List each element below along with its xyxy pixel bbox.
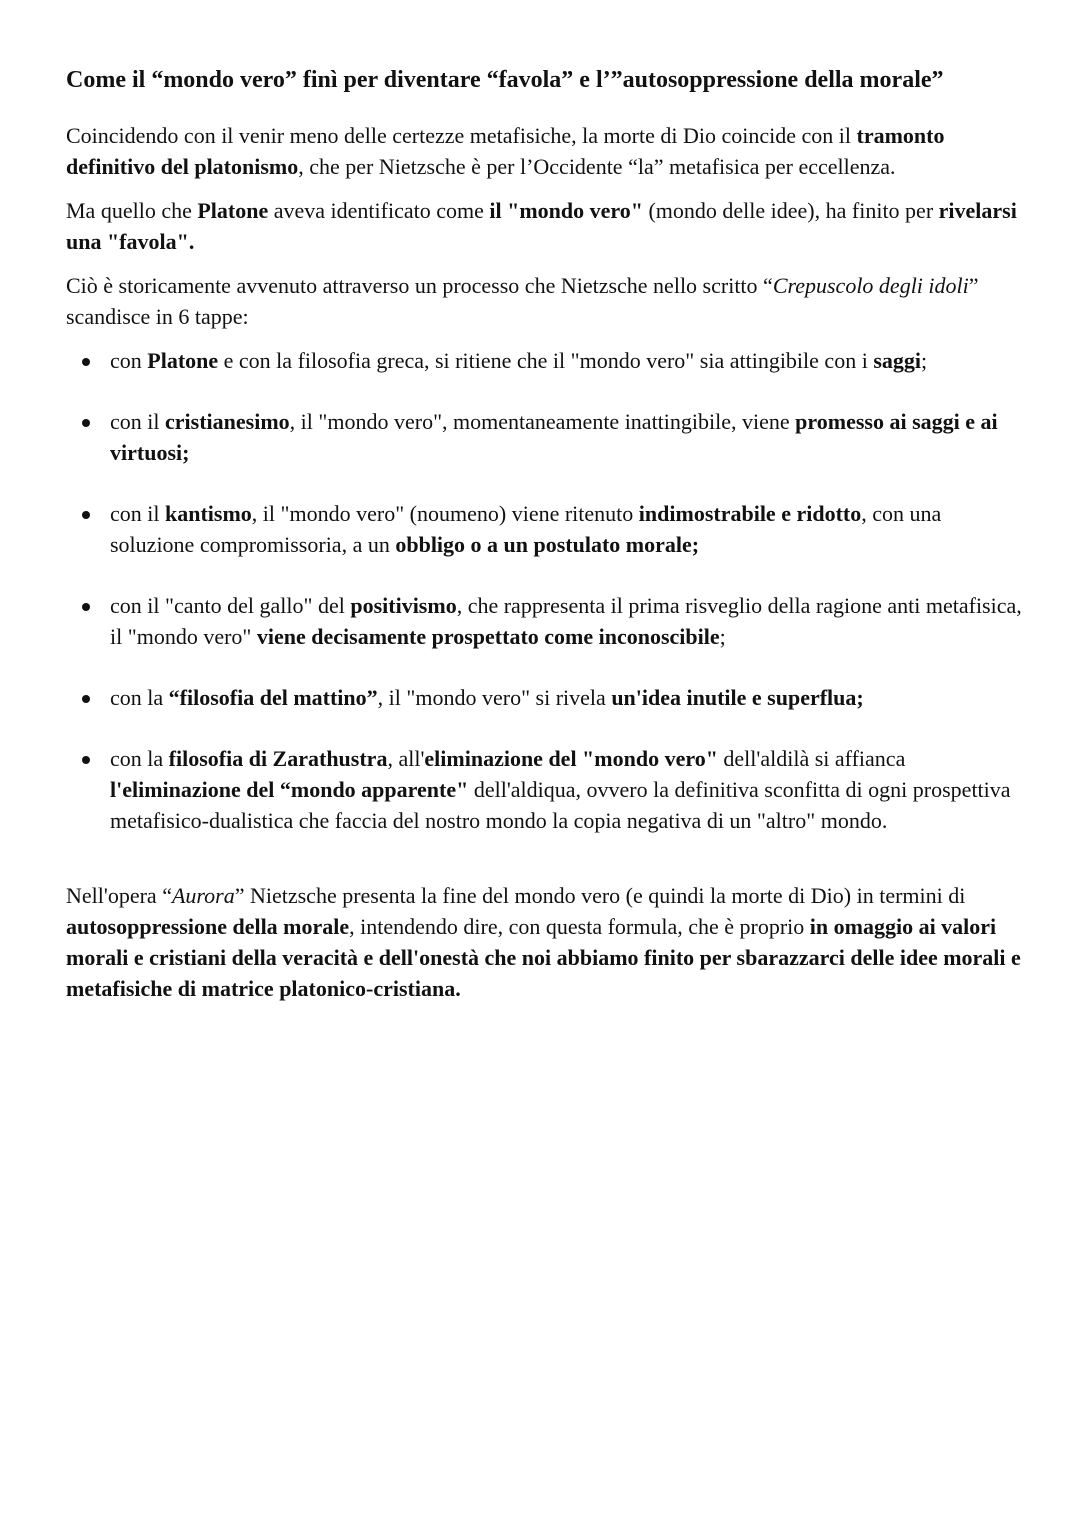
step-bold: cristianesimo (165, 409, 290, 434)
bullet-icon (82, 358, 90, 366)
step-bold: Platone (147, 348, 219, 373)
step-text: con il (110, 501, 165, 526)
aurora-paragraph (66, 880, 1026, 1004)
platone-text-2: aveva identificato come (268, 198, 490, 223)
step-text: , con una soluzione compromissoria, a un (110, 501, 942, 557)
step-text: , il "mondo vero" (noumeno) viene ritenuto (251, 501, 639, 526)
process-text-1: Ciò è storicamente avvenuto attraverso un processo che Nietzsche nello scritto “ (66, 273, 773, 298)
step-text: ; (719, 624, 726, 649)
intro-text-1: Coincidendo con il venir meno delle certezze metafisiche, la morte di Dio coincide con il (66, 123, 857, 148)
process-italic-1: Crepuscolo degli idoli (772, 273, 969, 298)
step-text: con la (110, 685, 169, 710)
steps-list (66, 345, 1026, 836)
step-bold: saggi (873, 348, 921, 373)
process-text-2: ” scandisce in 6 tappe: (66, 273, 979, 329)
step-bold: eliminazione del "mondo vero" (424, 746, 718, 771)
step-bold: filosofia di Zarathustra (168, 746, 388, 771)
step-bold: kantismo (165, 501, 252, 526)
step-bold: un'idea inutile e superflua; (611, 685, 864, 710)
step-text: , il "mondo vero", momentaneamente inattingibile, viene (289, 409, 796, 434)
bullet-icon (82, 511, 90, 519)
step-text: e con la filosofia greca, si ritiene che il "mondo vero" sia attingibile con i (218, 348, 874, 373)
bullet-icon (82, 603, 90, 611)
step-text: con il (110, 409, 165, 434)
step-text: , all' (387, 746, 425, 771)
list-item (66, 498, 1026, 560)
aurora-italic-1: Aurora (171, 883, 235, 908)
step-text: dell'aldiqua, ovvero la definitiva sconfitta di ogni prospettiva metafisico-dualistica che faccia del nostro mondo la copia negativa di un "altro" mondo. (110, 777, 1011, 833)
intro-bold-1: tramonto definitivo del platonismo (66, 123, 945, 179)
intro-text-2: , che per Nietzsche è per l’Occidente “la” metafisica per eccellenza. (298, 154, 896, 179)
step-text: , che rappresenta il prima risveglio della ragione anti metafisica, il "mondo vero" (110, 593, 1022, 649)
list-item (66, 590, 1026, 652)
platone-text-1: Ma quello che (66, 198, 198, 223)
step-text: con la (110, 746, 169, 771)
list-item (66, 682, 1026, 713)
step-bold: obbligo o a un postulato morale; (395, 532, 700, 557)
platone-bold-3: rivelarsi una "favola". (66, 198, 1017, 254)
bullet-icon (82, 756, 90, 764)
aurora-text-2: ” Nietzsche presenta la fine del mondo vero (e quindi la morte di Dio) in termini di (234, 883, 966, 908)
intro-paragraph (66, 120, 1026, 182)
step-text: ; (921, 348, 928, 373)
list-item (66, 743, 1026, 836)
step-bold: indimostrabile e ridotto (638, 501, 862, 526)
step-bold: positivismo (350, 593, 457, 618)
step-bold: viene decisamente prospettato come inconoscibile (256, 624, 720, 649)
aurora-bold-1: autosoppressione della morale (66, 914, 350, 939)
platone-paragraph (66, 195, 1026, 257)
list-item (66, 406, 1026, 468)
document-page (66, 64, 1026, 1017)
step-text: dell'aldilà si affianca (717, 746, 906, 771)
step-text: con il "canto del gallo" del (110, 593, 351, 618)
aurora-bold-2: in omaggio ai valori morali e cristiani della veracità e dell'onestà che noi abbiamo finito per sbarazzarci delle idee morali e metafisiche di matrice platonico-cristiana. (66, 914, 1021, 1001)
process-paragraph (66, 270, 1026, 332)
step-bold: l'eliminazione del “mondo apparente" (110, 777, 469, 802)
platone-bold-2: il "mondo vero" (489, 198, 643, 223)
document-title: Come il “mondo vero” finì per diventare “favola” e l’”autosoppressione della morale” (66, 67, 944, 93)
aurora-text-3: , intendendo dire, con questa formula, che è proprio (349, 914, 810, 939)
step-bold: promesso ai saggi e ai virtuosi; (110, 409, 998, 465)
step-bold: “filosofia del mattino” (168, 685, 378, 710)
step-text: , il "mondo vero" si rivela (377, 685, 612, 710)
platone-text-3: (mondo delle idee), ha finito per (642, 198, 939, 223)
step-text: con (110, 348, 148, 373)
list-item (66, 345, 1026, 376)
bullet-icon (82, 419, 90, 427)
aurora-text-1: Nell'opera “ (66, 883, 172, 908)
platone-bold-1: Platone (197, 198, 269, 223)
bullet-icon (82, 695, 90, 703)
